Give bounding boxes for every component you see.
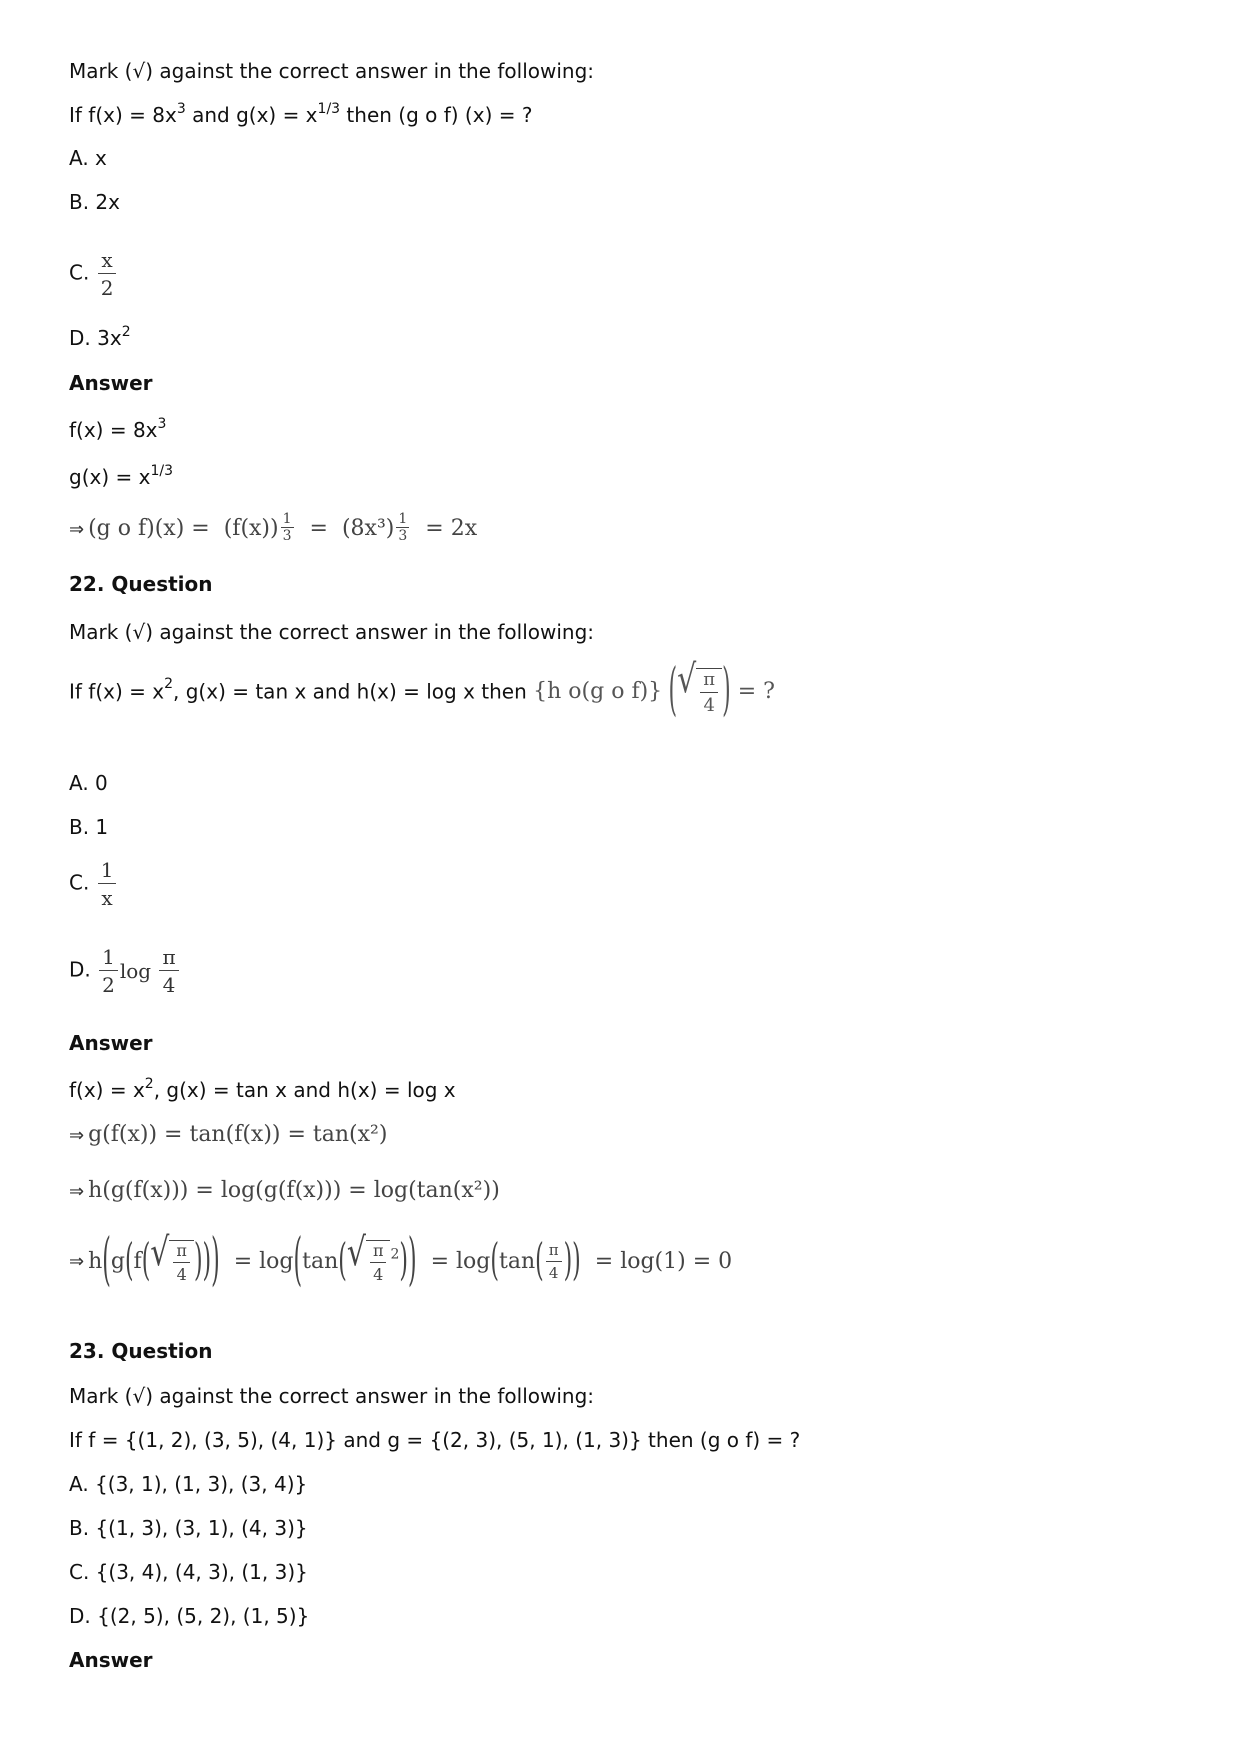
q22-solution-step1 <box>69 1122 387 1147</box>
fraction-numerator: π <box>173 1243 190 1263</box>
q21-option-c <box>69 250 118 298</box>
sqrt-symbol <box>677 657 722 716</box>
paren: ( <box>124 1236 134 1287</box>
fraction-denominator: 4 <box>548 1263 559 1282</box>
implies-arrow: ⇒ <box>69 1251 85 1272</box>
q21-solution-g-text: g(x) = x <box>69 465 151 489</box>
q22-question-part1: If f(x) = x <box>69 679 165 704</box>
sqrt-symbol <box>150 1229 194 1284</box>
q21-question-exponent1: 3 <box>176 101 186 117</box>
q23-option-d: D. {(2, 5), (5, 2), (1, 5)} <box>69 1604 310 1628</box>
q21-option-d-label: D. 3x <box>69 326 122 350</box>
q21-question <box>69 103 532 127</box>
fraction-numerator: 1 <box>98 860 117 884</box>
q22-solution-given-exponent: 2 <box>144 1076 154 1092</box>
radical-sign: √ <box>346 1229 366 1276</box>
pi-over-4 <box>159 947 178 995</box>
fraction-numerator: 1 <box>398 511 408 527</box>
q22-solution-given-part1: f(x) = x <box>69 1078 145 1102</box>
fraction-denominator: 4 <box>176 1265 187 1284</box>
fraction-denominator: 2 <box>102 973 115 997</box>
q21-solution-f <box>69 418 166 442</box>
fraction-denominator: 4 <box>703 695 715 716</box>
q21-option-c-fraction <box>98 250 117 298</box>
eq-equals: = <box>309 516 328 541</box>
q21-option-d-exponent: 2 <box>121 324 131 340</box>
q22-answer-heading: Answer <box>69 1031 153 1055</box>
radical-sign: √ <box>150 1229 170 1276</box>
paren: ) <box>193 1236 203 1287</box>
fraction-numerator: 1 <box>282 511 292 527</box>
q21-solution-equation <box>69 512 477 543</box>
implies-arrow: ⇒ <box>69 519 85 540</box>
step1-text: g(f(x)) = tan(f(x)) = tan(x²) <box>88 1122 388 1147</box>
paren: ) <box>211 1229 220 1294</box>
q21-answer-heading: Answer <box>69 371 153 395</box>
q22-question-part2: , g(x) = tan x and h(x) = log x then <box>173 679 527 704</box>
implies-arrow: ⇒ <box>69 1125 85 1146</box>
q22-option-a: A. 0 <box>69 771 108 795</box>
q22-question-expression: {h o(g o f)} <box>533 679 663 704</box>
paren: ) <box>399 1236 408 1287</box>
eq-lhs: (g o f)(x) = <box>88 516 210 541</box>
q21-solution-f-text: f(x) = 8x <box>69 418 158 442</box>
step3-g: g <box>110 1249 125 1274</box>
q22-question-exponent: 2 <box>164 676 174 692</box>
paren: ( <box>338 1236 347 1287</box>
implies-arrow: ⇒ <box>69 1181 85 1202</box>
q22-solution-step2 <box>69 1178 500 1203</box>
paren: ( <box>535 1236 544 1287</box>
step3-h: h <box>88 1249 103 1274</box>
q22-option-c-fraction <box>98 860 117 908</box>
sqrt-symbol <box>346 1229 391 1284</box>
pi-over-4 <box>370 1243 387 1283</box>
q22-solution-step3 <box>69 1229 733 1294</box>
q22-option-c <box>69 860 118 908</box>
q21-option-a: A. x <box>69 146 107 170</box>
q21-solution-f-exponent: 3 <box>157 416 167 432</box>
q23-instruction: Mark (√) against the correct answer in the following: <box>69 1384 595 1408</box>
q22-option-c-label: C. <box>69 870 90 895</box>
q22-option-d <box>69 947 181 995</box>
q21-question-part3: then (g o f) (x) = ? <box>340 103 533 127</box>
half-fraction <box>99 947 118 995</box>
step3-result: = log(1) = 0 <box>594 1249 733 1274</box>
q22-heading: 22. Question <box>69 572 213 596</box>
fraction-numerator: π <box>700 671 718 693</box>
q22-option-b: B. 1 <box>69 815 109 839</box>
step3-tan2: tan <box>498 1249 536 1274</box>
q22-question-tail: = ? <box>737 678 775 704</box>
pi-over-4 <box>546 1240 562 1282</box>
q21-option-d <box>69 326 131 350</box>
exponent-fraction <box>281 512 294 543</box>
q22-question <box>69 657 775 724</box>
fraction-denominator: 3 <box>282 528 292 544</box>
paren: ( <box>102 1229 111 1294</box>
paren: ) <box>408 1229 417 1294</box>
q23-heading: 23. Question <box>69 1339 213 1363</box>
log-text: log <box>119 959 152 983</box>
exponent-fraction <box>396 512 409 543</box>
q21-question-part1: If f(x) = 8x <box>69 103 177 127</box>
q23-option-c: C. {(3, 4), (4, 3), (1, 3)} <box>69 1560 308 1584</box>
step2-text: h(g(f(x))) = log(g(f(x))) = log(tan(x²)) <box>88 1178 500 1203</box>
radical-sign: √ <box>677 657 697 703</box>
fraction-denominator: 2 <box>100 276 114 300</box>
q23-question: If f = {(1, 2), (3, 5), (4, 1)} and g = {(2, 3), (5, 1), (1, 3)} then (g o f) = ? <box>69 1428 801 1452</box>
left-paren: ( <box>668 658 678 724</box>
fraction-denominator: 4 <box>162 973 176 997</box>
q22-question-radical <box>668 657 775 724</box>
fraction-numerator: x <box>98 250 115 274</box>
fraction-numerator: 1 <box>99 947 118 971</box>
q22-option-d-label: D. <box>69 957 91 982</box>
paren: ( <box>293 1229 303 1294</box>
q22-instruction: Mark (√) against the correct answer in the following: <box>69 620 595 644</box>
fraction-numerator: π <box>159 947 178 971</box>
square-exponent: 2 <box>390 1246 400 1263</box>
q22-solution-given-part2: , g(x) = tan x and h(x) = log x <box>153 1078 456 1102</box>
q22-solution-given <box>69 1078 456 1102</box>
step3-tan1: tan <box>302 1249 339 1274</box>
fraction-denominator: 3 <box>398 528 408 544</box>
q23-option-a: A. {(3, 1), (1, 3), (3, 4)} <box>69 1472 308 1496</box>
pi-over-4 <box>173 1243 190 1283</box>
q21-instruction: Mark (√) against the correct answer in the following: <box>69 59 595 83</box>
paren: ) <box>202 1236 212 1287</box>
q21-solution-g <box>69 465 173 489</box>
eq-8x3: (8x³) <box>341 516 395 541</box>
paren: ( <box>490 1236 499 1287</box>
q21-question-part2: and g(x) = x <box>185 103 318 127</box>
step3-f: f <box>133 1249 142 1274</box>
q21-solution-g-exponent: 1/3 <box>150 463 173 479</box>
q21-question-exponent2: 1/3 <box>317 101 341 117</box>
q21-option-b: B. 2x <box>69 190 120 214</box>
step3-log1: = log <box>233 1249 294 1274</box>
q23-answer-heading: Answer <box>69 1648 153 1672</box>
q23-option-b: B. {(1, 3), (3, 1), (4, 3)} <box>69 1516 308 1540</box>
fraction-numerator: π <box>546 1243 562 1262</box>
q21-option-c-label: C. <box>69 260 90 285</box>
paren: ( <box>141 1236 151 1287</box>
pi-over-4 <box>700 671 718 715</box>
step3-log2: = log <box>430 1249 491 1274</box>
paren: ) <box>563 1236 573 1287</box>
fraction-numerator: π <box>370 1243 387 1263</box>
right-paren: ) <box>722 658 731 724</box>
eq-fx: (f(x)) <box>223 516 279 541</box>
paren: ) <box>572 1236 581 1287</box>
fraction-denominator: x <box>101 886 113 910</box>
eq-result: = 2x <box>425 516 478 541</box>
fraction-denominator: 4 <box>373 1265 384 1284</box>
